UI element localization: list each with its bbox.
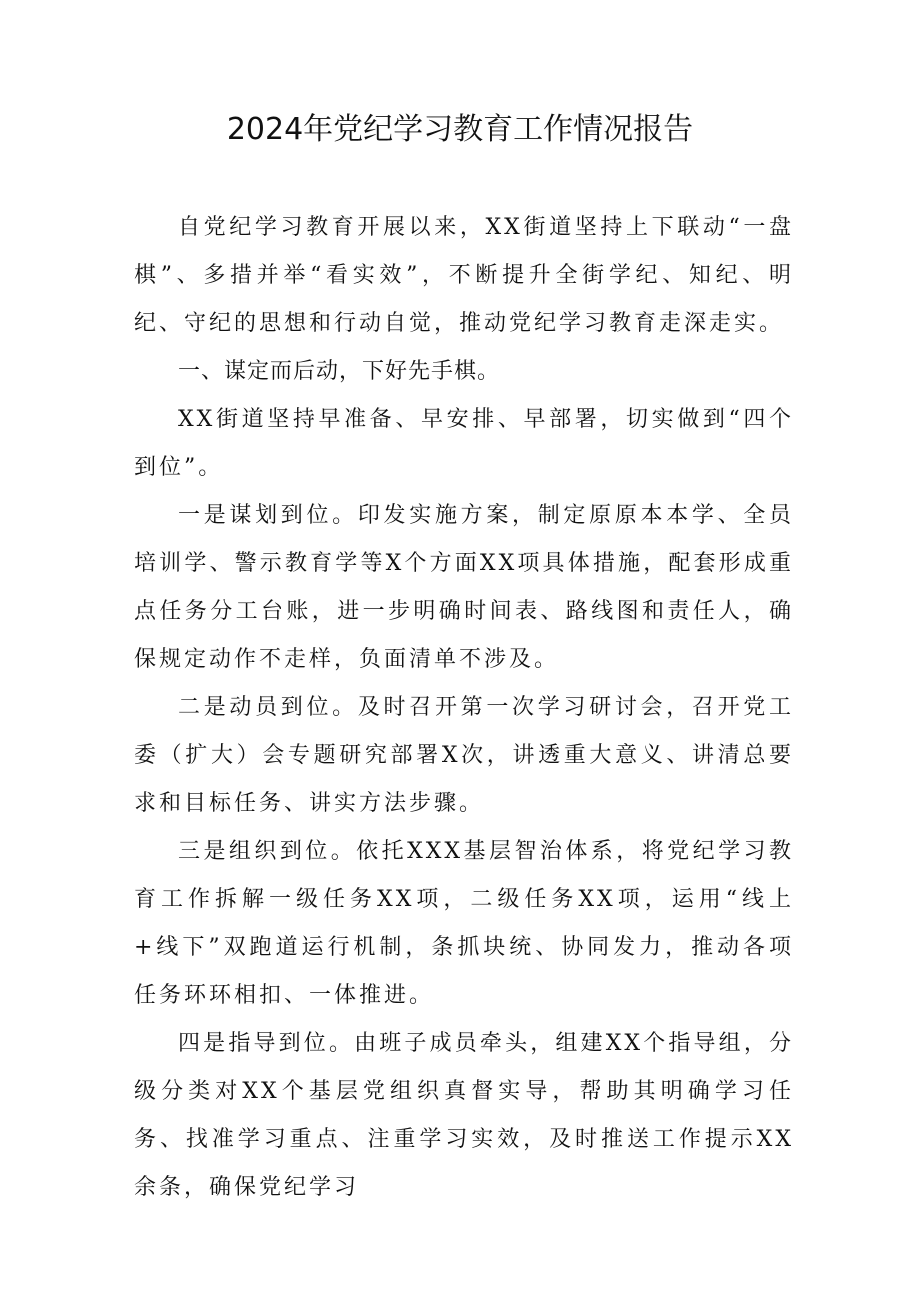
document-body	[134, 204, 794, 1212]
item-paragraph-3: 三是组织到位。依托XXX基层智治体系，将党纪学习教育工作拆解一级任务XX项，二级任务XX项，运用“线上+线下”双跑道运行机制，条抓块统、协同发力，推动各项任务环环相扣、一体推进。	[134, 839, 794, 1008]
section-lead-paragraph: XX街道坚持早准备、早安排、早部署，切实做到“四个到位”。	[134, 407, 794, 480]
item-paragraph-2: 二是动员到位。及时召开第一次学习研讨会，召开党工委（扩大）会专题研究部署X次，讲透重大意义、讲清总要求和目标任务、讲实方法步骤。	[134, 695, 794, 816]
item-paragraph-1: 一是谋划到位。印发实施方案，制定原原本本学、全员培训学、警示教育学等X个方面XX项具体措施，配套形成重点任务分工台账，进一步明确时间表、路线图和责任人，确保规定动作不走样，负面清单不涉及。	[134, 503, 794, 672]
document-title: 2024年党纪学习教育工作情况报告	[226, 112, 694, 147]
intro-paragraph: 自党纪学习教育开展以来，XX街道坚持上下联动“一盘棋”、多措并举“看实效”，不断提升全街学纪、知纪、明纪、守纪的思想和行动自觉，推动党纪学习教育走深走实。	[134, 215, 794, 336]
item-paragraph-4: 四是指导到位。由班子成员牵头，组建XX个指导组，分级分类对XX个基层党组织真督实导，帮助其明确学习任务、找准学习重点、注重学习实效，及时推送工作提示XX余条，确保党纪学习	[134, 1031, 794, 1200]
section-heading-1: 一、谋定而后动，下好先手棋。	[178, 359, 501, 384]
